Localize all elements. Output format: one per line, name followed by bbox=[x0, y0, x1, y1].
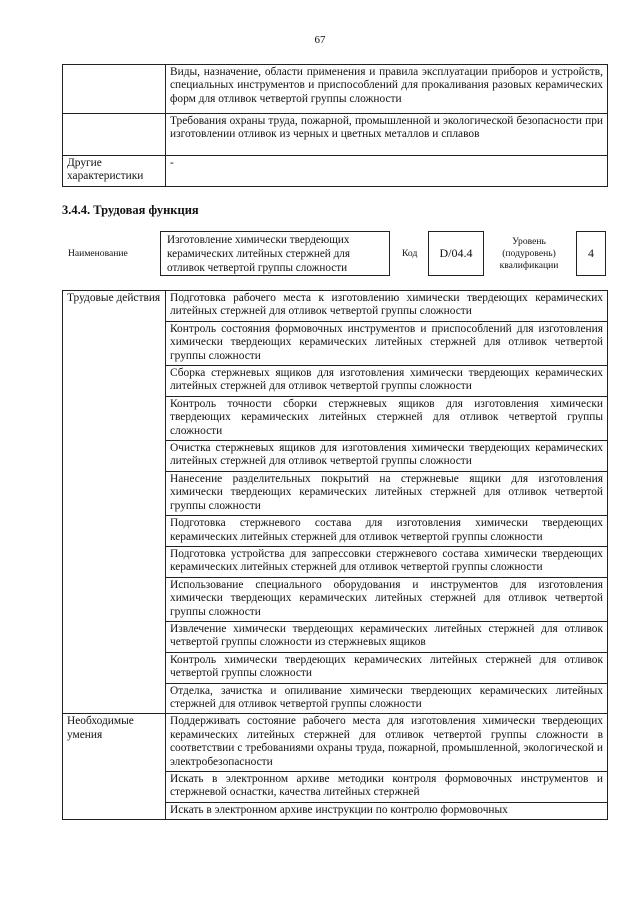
function-name-box: Изготовление химически твердеющих керамических литейных стержней для отливок четвертой группы сложности bbox=[160, 231, 390, 276]
table-cell-text: Подготовка устройства для запрессовки стержневого состава химически твердеющих керамических литейных стержней для отливок четвертой группы сложности bbox=[166, 546, 608, 577]
table-row bbox=[63, 714, 608, 772]
table-cell-label: Другие характеристики bbox=[63, 156, 166, 187]
main-table bbox=[62, 290, 608, 820]
table-cell-text: Очистка стержневых ящиков для изготовления химически твердеющих керамических литейных стержней для отливок четвертой группы сложности bbox=[166, 441, 608, 472]
table-row bbox=[63, 291, 608, 322]
table-cell-text: Искать в электронном архиве инструкции по контролю формовочных bbox=[166, 802, 608, 819]
page-number: 67 bbox=[314, 34, 326, 46]
code-value-box: D/04.4 bbox=[428, 231, 484, 276]
table-cell-text: Подготовка стержневого состава для изготовления химически твердеющих керамических литейных стержней для отливок четвертой группы сложности bbox=[166, 516, 608, 547]
code-label: Код bbox=[402, 248, 418, 259]
table-cell-text: Виды, назначение, области применения и правила эксплуатации приборов и устройств, специальных инструментов и приспособлений для прокаливания разовых керамических форм для отливок четвертой группы сложности bbox=[166, 65, 608, 114]
table-cell-text: Контроль химически твердеющих керамических литейных стержней для отливок четвертой группы сложности bbox=[166, 652, 608, 683]
table-cell-text: Нанесение разделительных покрытий на стержневые ящики для изготовления химически твердеющих керамических литейных стержней для отливок четвертой группы сложности bbox=[166, 471, 608, 515]
table-cell-label bbox=[63, 114, 166, 156]
table-row bbox=[63, 156, 608, 187]
table-cell-text: Контроль точности сборки стержневых ящиков для изготовления химически твердеющих керамических литейных стержней для отливок четвертой группы сложности bbox=[166, 396, 608, 440]
table-row bbox=[63, 65, 608, 114]
section-title: 3.4.4. Трудовая функция bbox=[62, 203, 199, 217]
top-table bbox=[62, 64, 608, 187]
table-cell-text: Поддерживать состояние рабочего места для изготовления химически твердеющих керамических литейных стержней для отливок четвертой группы сложности в соответствии с требованиями охраны труда, пожарной, промышленной, экологической и электробезопасности bbox=[166, 714, 608, 772]
table-cell-text: Контроль состояния формовочных инструментов и приспособлений для изготовления химически твердеющих керамических литейных стержней для отливок четвертой группы сложности bbox=[166, 321, 608, 365]
level-value-box: 4 bbox=[576, 231, 606, 276]
table-cell-text: Отделка, зачистка и опиливание химически твердеющих керамических литейных стержней для отливок четвертой группы сложности bbox=[166, 683, 608, 714]
row-group-label: Трудовые действия bbox=[63, 291, 166, 714]
row-group-label: Необходимые умения bbox=[63, 714, 166, 820]
table-cell-label bbox=[63, 65, 166, 114]
table-cell-text: Требования охраны труда, пожарной, промышленной и экологической безопасности при изготовлении отливок из черных и цветных металлов и сплавов bbox=[166, 114, 608, 156]
level-label: Уровень (подуровень) квалификации bbox=[499, 236, 559, 271]
table-cell-text: Сборка стержневых ящиков для изготовления химически твердеющих керамических литейных стержней для отливок четвертой группы сложности bbox=[166, 366, 608, 397]
table-cell-text: - bbox=[166, 156, 608, 187]
table-cell-text: Искать в электронном архиве методики контроля формовочных инструментов и стержневой оснастки, качества литейных стержней bbox=[166, 772, 608, 803]
table-cell-text: Извлечение химически твердеющих керамических литейных стержней для отливок четвертой группы сложности из стержневых ящиков bbox=[166, 621, 608, 652]
table-row bbox=[63, 114, 608, 156]
table-cell-text: Подготовка рабочего места к изготовлению химически твердеющих керамических литейных стержней для отливок четвертой группы сложности bbox=[166, 291, 608, 322]
table-cell-text: Использование специального оборудования и инструментов для изготовления химически твердеющих керамических литейных стержней для отливок четвертой группы сложности bbox=[166, 577, 608, 621]
name-label: Наименование bbox=[68, 248, 128, 259]
